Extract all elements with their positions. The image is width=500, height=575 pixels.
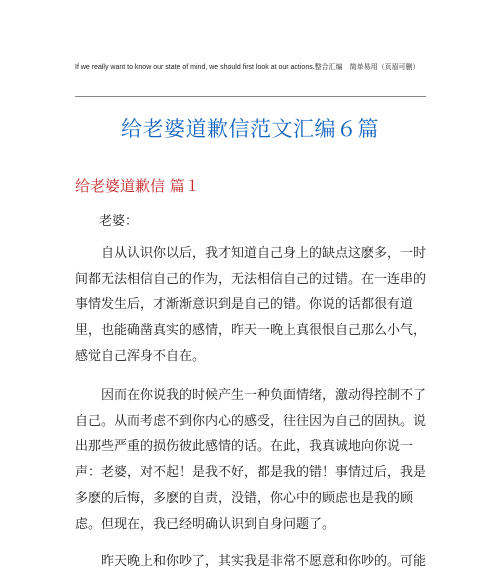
- section-title: 给老婆道歉信 篇１: [75, 177, 200, 195]
- paragraph-2: 因而在你说我的时候产生一种负面情绪，激动得控制不了自己。从而考虑不到你内心的感受，往往因为自己的固执。说出那些严重的损伤彼此感情的话。在此，我真诚地向你说一声：老婆，对不起！是我不好，都是我的错！事情过后，我是多麽的后悔，多麽的自责，没错，你心中的顾虑也是我的顾虑。但现在，我已经明确认识到自身问题了。: [75, 388, 427, 532]
- document-title: 给老婆道歉信范文汇编６篇: [121, 117, 379, 141]
- paragraph-3: 昨天晚上和你吵了，其实我是非常不愿意和你吵的。可能: [101, 554, 427, 569]
- page-header: If we really want to know our state of mind, we should first look at our actions.整合汇编 简单易用（页眉可删）: [75, 64, 420, 71]
- paragraph-1: 自从认识你以后，我才知道自己身上的缺点这麽多，一时间都无法相信自己的作为，无法相信自己的过错。在一连串的事情发生后，才渐渐意识到是自己的错。你说的话都很有道里，也能确凿真实的感情，昨天一晚上真很恨自己那么小气，感觉自己浑身不自在。: [75, 246, 427, 364]
- header-divider: [75, 96, 426, 97]
- letter-greeting: 老婆：: [99, 214, 139, 229]
